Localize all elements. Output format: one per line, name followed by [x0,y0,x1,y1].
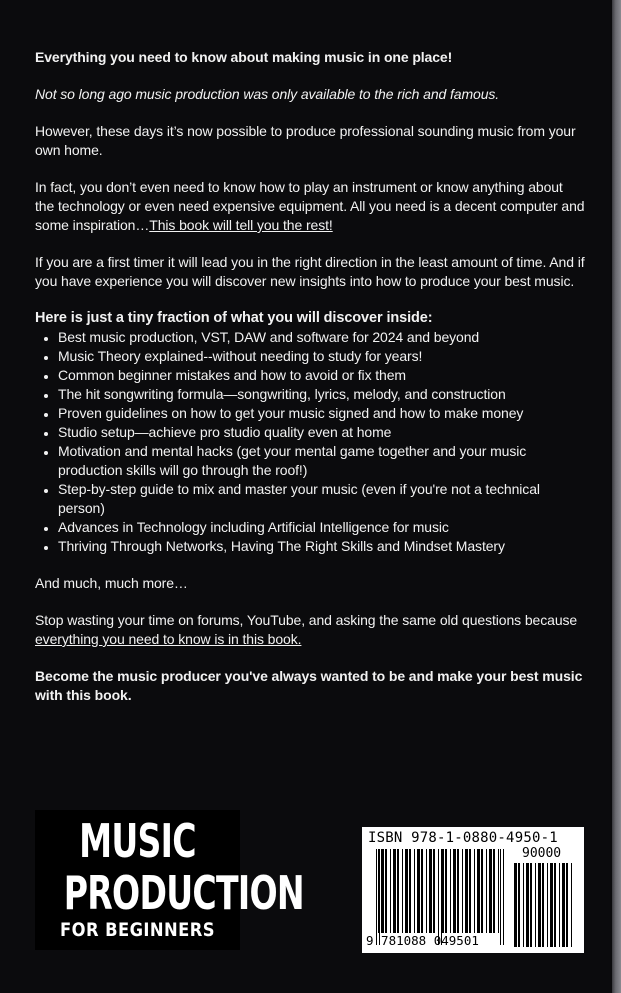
barcode-digits: 9 781088 049501 [366,933,479,948]
price-code: 90000 [522,846,562,861]
description-block [35,48,585,723]
barcode-bar [481,849,483,933]
barcode-bar [378,849,379,933]
barcode-bar [493,849,495,933]
logo-title-line-2: PRODUCTION [63,866,304,920]
logo-subtitle: FOR BEGINNERS [60,919,215,941]
barcode-bar [397,849,399,933]
and-more: And much, much more… [35,575,188,591]
barcode-bar [385,849,387,933]
list-item: • The hit songwriting formula—songwriting, lyrics, melody, and construction [58,385,585,404]
barcode-bar [409,849,411,933]
barcode-bar [453,849,456,933]
paragraph-2-underlined: This book will tell you the rest! [149,217,333,233]
barcode-bar [562,863,565,947]
barcode-bar [393,849,396,933]
barcode-bar [526,863,529,947]
list-item: • Motivation and mental hacks (get your mental game together and your music production skills will go through the roof!) [58,442,585,480]
page-edge [612,0,621,993]
barcode-bar [554,863,556,947]
barcode-bar [417,849,420,933]
list-item: • Proven guidelines on how to get your music signed and how to make money [58,404,585,423]
barcode-bar [381,849,384,933]
barcode-bar [518,863,520,947]
barcode-bar [414,849,415,933]
barcode-bar [489,849,492,933]
barcode-bar [559,863,560,947]
barcode-guard-bar [500,849,501,945]
barcode-bar [530,863,532,947]
intro-italic: Not so long ago music production was only available to the rich and famous. [35,86,500,102]
barcode-bar [498,849,499,933]
list-heading: Here is just a tiny fraction of what you will discover inside: [35,310,433,326]
list-item: • Thriving Through Networks, Having The Right Skills and Mindset Mastery [58,537,585,556]
paragraph-3: If you are a first timer it will lead you in the right direction in the least amount of time. And if you have experience you will discover new insights into how to produce your best music. [35,254,585,289]
barcode-bar [542,863,544,947]
list-item: • Music Theory explained--without needing to study for years! [58,347,585,366]
logo-title-line-1: MUSIC [79,814,196,868]
book-logo [35,810,304,950]
list-item: • Common beginner mistakes and how to avoid or fix them [58,366,585,385]
barcode-bar [477,849,480,933]
barcode-bar [421,849,423,933]
barcode-bar [445,849,447,933]
headline: Everything you need to know about making music in one place! [35,49,453,65]
barcode-bar [535,863,536,947]
barcode-bar [566,863,568,947]
barcode-guard-bar [438,849,439,945]
barcode-bar [550,863,553,947]
barcode-guard-bar [441,849,442,945]
feature-list [35,328,585,556]
paragraph-1: However, these days it’s now possible to produce professional sounding music from your own home. [35,123,576,158]
list-item: • Studio setup—achieve pro studio quality even at home [58,423,585,442]
barcode-bar [405,849,408,933]
paragraph-4-text: Stop wasting your time on forums, YouTube, and asking the same old questions because [35,612,578,628]
barcode-bar [462,849,463,933]
barcode-bar [429,849,432,933]
barcode-bar [474,849,475,933]
list-item: • Advances in Technology including Artificial Intelligence for music [58,518,585,537]
barcode-bar [514,863,517,947]
barcode-bar [547,863,548,947]
barcode-bar [402,849,403,933]
barcode-bar [457,849,459,933]
barcode-bar [450,849,451,933]
barcode-bar [390,849,391,933]
barcode-bar [433,849,435,933]
barcode-bar [426,849,427,933]
paragraph-4-underlined: everything you need to know is in this book. [35,631,302,647]
paragraph-2 [35,178,585,235]
list-item: • Best music production, VST, DAW and software for 2024 and beyond [58,328,585,347]
isbn-number: ISBN 978-1-0880-4950-1 [368,830,558,846]
paragraph-4 [35,611,585,649]
barcode-bar [538,863,541,947]
paragraph-2-text: In fact, you don’t even need to know how to play an instrument or know anything about the technology or even need expensive equipment. All you need is a decent computer and some inspiration… [35,179,585,233]
list-item: • Step-by-step guide to mix and master your music (even if you're not a technical person) [58,480,585,518]
barcode-bar [523,863,524,947]
barcode-guard-bar [376,849,377,945]
isbn-barcode [362,827,584,953]
barcode-bar [465,849,468,933]
barcode-bar [571,863,572,947]
closing-line: Become the music producer you've always wanted to be and make your best music with this book. [35,668,583,703]
barcode-guard-bar [379,849,380,945]
barcode-guard-bar [503,849,504,945]
barcode-bar [486,849,487,933]
barcode-bar [469,849,471,933]
